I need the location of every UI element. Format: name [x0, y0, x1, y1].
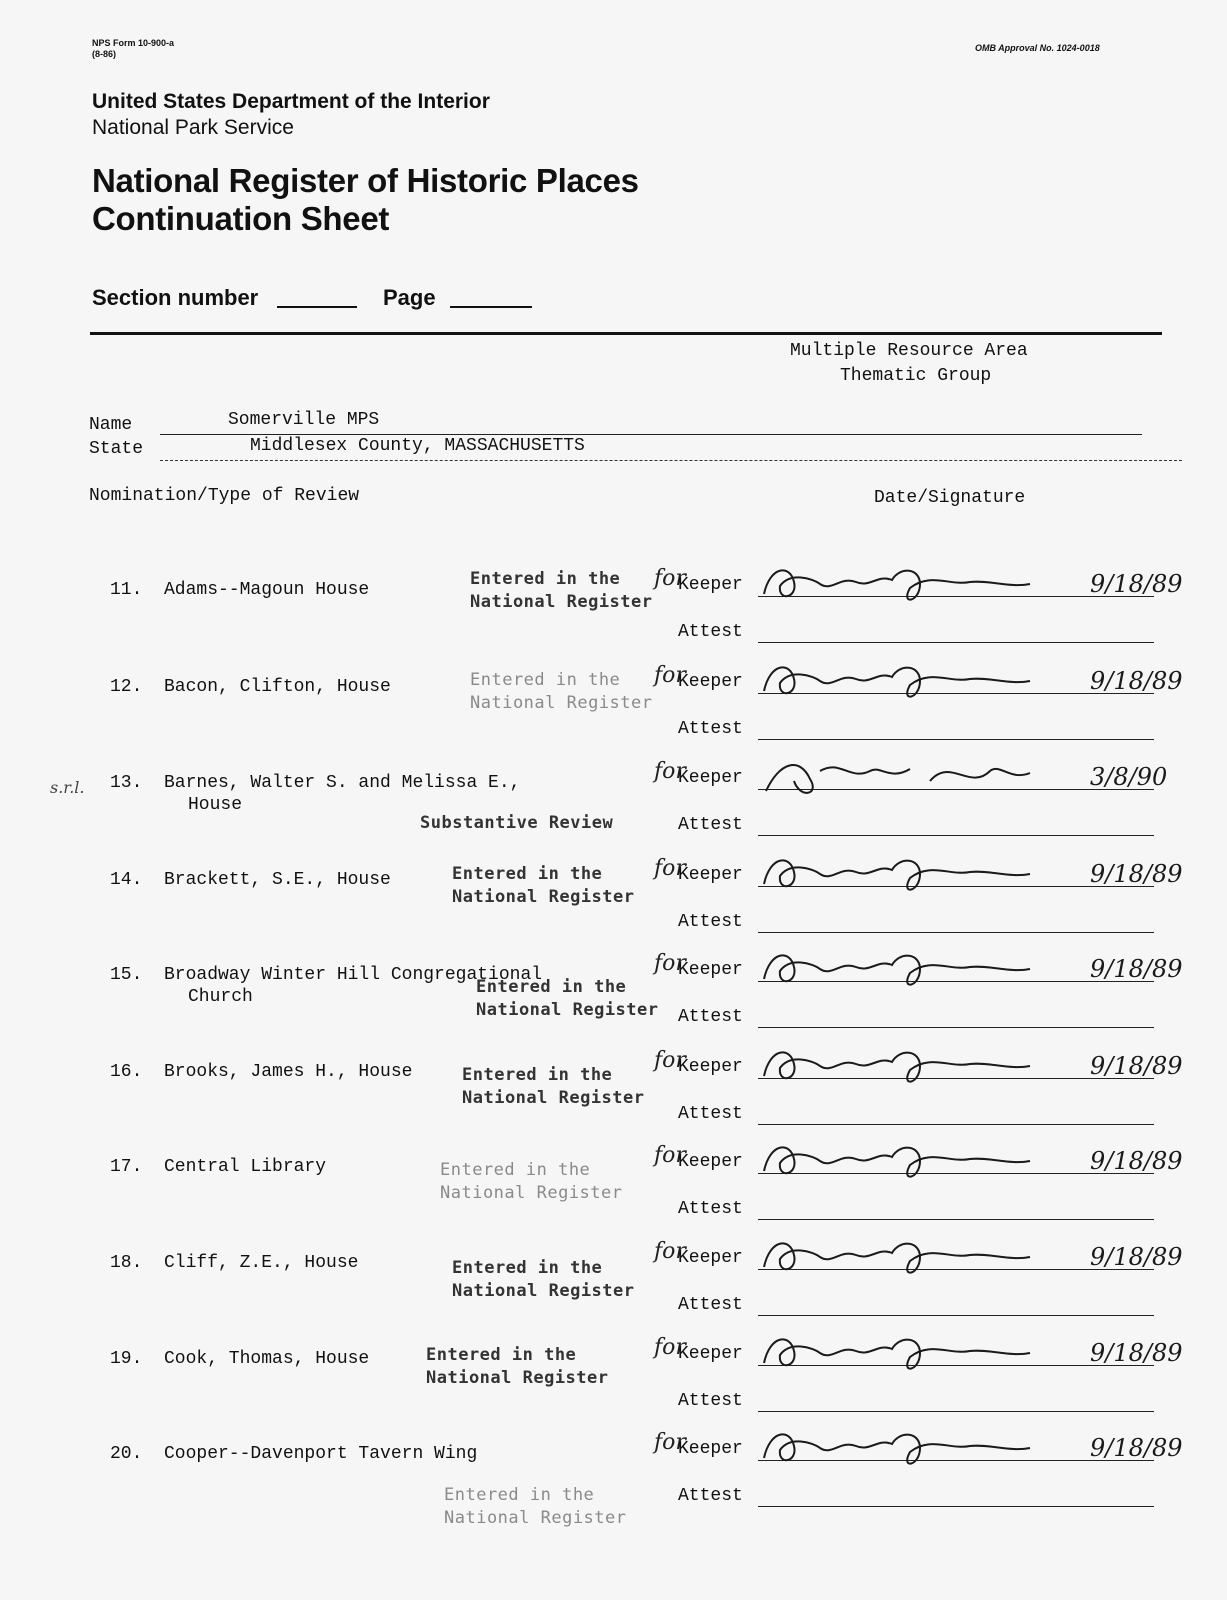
entry-name-continued: House [188, 795, 243, 815]
stamp-line2: National Register [470, 592, 653, 612]
attest-signature-line[interactable] [758, 1027, 1154, 1028]
stamp-line2: National Register [440, 1183, 623, 1203]
review-stamp [470, 568, 653, 614]
handwritten-signature [760, 655, 1050, 709]
review-stamp [444, 1484, 627, 1530]
stamp-line1: Entered in the [440, 1160, 591, 1180]
for-mark: for [654, 1048, 686, 1073]
stamp-line2: National Register [452, 887, 635, 907]
stamp-line1: Entered in the [452, 864, 603, 884]
stamp-line2: National Register [426, 1368, 609, 1388]
attest-signature-line[interactable] [758, 932, 1154, 933]
keeper-label: Keeper [678, 1439, 743, 1459]
attest-label: Attest [678, 912, 743, 932]
review-stamp [462, 1064, 645, 1110]
attest-signature-line[interactable] [758, 739, 1154, 740]
for-mark: for [654, 663, 686, 688]
attest-signature-line[interactable] [758, 1506, 1154, 1507]
state-value: Middlesex County, MASSACHUSETTS [250, 436, 585, 456]
review-stamp [470, 669, 653, 715]
for-mark: for [654, 566, 686, 591]
signature-date: 9/18/89 [1090, 860, 1183, 888]
column-header-nomination: Nomination/Type of Review [89, 486, 360, 506]
entry-name-continued: Church [188, 987, 253, 1007]
for-mark: for [654, 1143, 686, 1168]
keeper-label: Keeper [678, 672, 743, 692]
signature-date: 9/18/89 [1090, 1339, 1183, 1367]
attest-label: Attest [678, 1486, 743, 1506]
keeper-label: Keeper [678, 575, 743, 595]
entry-name: Cliff, Z.E., House [164, 1253, 359, 1273]
margin-note: s.r.l. [50, 778, 85, 797]
attest-label: Attest [678, 1391, 743, 1411]
entry-number: 18. [110, 1253, 143, 1273]
keeper-label: Keeper [678, 1057, 743, 1077]
stamp-line1: Substantive Review [420, 813, 614, 833]
stamp-line1: Entered in the [444, 1485, 595, 1505]
stamp-line1: Entered in the [452, 1258, 603, 1278]
stamp-line2: National Register [476, 1000, 659, 1020]
review-stamp [440, 1159, 623, 1205]
entry-name: Brackett, S.E., House [164, 870, 391, 890]
stamp-line2: National Register [462, 1088, 645, 1108]
group-type-line1: Multiple Resource Area [790, 341, 1028, 361]
form-revision: (8-86) [92, 49, 117, 59]
keeper-label: Keeper [678, 1248, 743, 1268]
name-label: Name [89, 415, 133, 435]
entry-number: 11. [110, 580, 143, 600]
keeper-label: Keeper [678, 1152, 743, 1172]
stamp-line1: Entered in the [470, 670, 621, 690]
entry-number: 17. [110, 1157, 143, 1177]
attest-label: Attest [678, 1295, 743, 1315]
for-mark: for [654, 1335, 686, 1360]
for-mark: for [654, 856, 686, 881]
entry-number: 19. [110, 1349, 143, 1369]
entry-number: 13. [110, 773, 143, 793]
section-number-label: Section number [92, 285, 259, 310]
service-name: National Park Service [92, 116, 294, 139]
entry-number: 12. [110, 677, 143, 697]
entry-number: 14. [110, 870, 143, 890]
entry-number: 15. [110, 965, 143, 985]
keeper-label: Keeper [678, 768, 743, 788]
state-underline [160, 460, 1182, 461]
entry-name: Central Library [164, 1157, 327, 1177]
signature-date: 9/18/89 [1090, 667, 1183, 695]
attest-label: Attest [678, 719, 743, 739]
attest-label: Attest [678, 622, 743, 642]
group-type-line2: Thematic Group [840, 366, 992, 386]
for-mark: for [654, 1430, 686, 1455]
attest-signature-line[interactable] [758, 1124, 1154, 1125]
column-header-date-signature: Date/Signature [874, 488, 1026, 508]
signature-date: 9/18/89 [1090, 1052, 1183, 1080]
section-number-field[interactable] [277, 306, 357, 308]
form-subtitle: Continuation Sheet [92, 200, 390, 237]
form-title: National Register of Historic Places [92, 162, 639, 199]
entry-name: Barnes, Walter S. and Melissa E., [164, 773, 521, 793]
attest-signature-line[interactable] [758, 1411, 1154, 1412]
attest-signature-line[interactable] [758, 642, 1154, 643]
keeper-label: Keeper [678, 1344, 743, 1364]
attest-label: Attest [678, 1199, 743, 1219]
handwritten-signature [760, 558, 1050, 612]
for-mark: for [654, 1239, 686, 1264]
attest-label: Attest [678, 1104, 743, 1124]
attest-label: Attest [678, 815, 743, 835]
entry-name: Cook, Thomas, House [164, 1349, 370, 1369]
page-number-field[interactable] [450, 306, 532, 308]
review-stamp [452, 863, 635, 909]
for-mark: for [654, 951, 686, 976]
signature-date: 9/18/89 [1090, 1243, 1183, 1271]
signature-date: 9/18/89 [1090, 570, 1183, 598]
omb-approval: OMB Approval No. 1024-0018 [975, 43, 1100, 53]
entry-name: Brooks, James H., House [164, 1062, 413, 1082]
form-id [92, 38, 174, 60]
review-stamp [452, 1257, 635, 1303]
page-label: Page [383, 285, 436, 310]
handwritten-signature [760, 943, 1050, 997]
handwritten-signature [760, 1422, 1050, 1476]
attest-signature-line[interactable] [758, 1315, 1154, 1316]
stamp-line1: Entered in the [470, 569, 621, 589]
handwritten-signature [760, 1327, 1050, 1381]
handwritten-signature [760, 1135, 1050, 1189]
review-stamp [476, 976, 659, 1022]
stamp-line1: Entered in the [426, 1345, 577, 1365]
entry-name: Cooper--Davenport Tavern Wing [164, 1444, 478, 1464]
header-divider [90, 332, 1162, 335]
handwritten-signature [760, 1040, 1050, 1094]
stamp-line2: National Register [470, 693, 653, 713]
handwritten-signature [760, 1231, 1050, 1285]
review-stamp [420, 812, 613, 835]
stamp-line1: Entered in the [462, 1065, 613, 1085]
form-number: NPS Form 10-900-a [92, 38, 175, 48]
handwritten-signature [760, 848, 1050, 902]
attest-signature-line[interactable] [758, 835, 1154, 836]
for-mark: for [654, 759, 686, 784]
stamp-line2: National Register [452, 1281, 635, 1301]
entry-name: Bacon, Clifton, House [164, 677, 391, 697]
stamp-line1: Entered in the [476, 977, 627, 997]
attest-signature-line[interactable] [758, 1219, 1154, 1220]
signature-date: 3/8/90 [1090, 763, 1168, 791]
department-name: United States Department of the Interior [92, 90, 490, 113]
attest-label: Attest [678, 1007, 743, 1027]
review-stamp [426, 1344, 609, 1390]
keeper-label: Keeper [678, 960, 743, 980]
signature-date: 9/18/89 [1090, 1147, 1183, 1175]
signature-date: 9/18/89 [1090, 955, 1183, 983]
signature-date: 9/18/89 [1090, 1434, 1183, 1462]
keeper-label: Keeper [678, 865, 743, 885]
state-label: State [89, 439, 144, 459]
handwritten-signature [760, 751, 1050, 805]
name-underline [160, 434, 1142, 435]
entry-name: Adams--Magoun House [164, 580, 370, 600]
entry-name: Broadway Winter Hill Congregational [164, 965, 543, 985]
stamp-line2: National Register [444, 1508, 627, 1528]
entry-number: 16. [110, 1062, 143, 1082]
entry-number: 20. [110, 1444, 143, 1464]
name-value: Somerville MPS [228, 410, 380, 430]
